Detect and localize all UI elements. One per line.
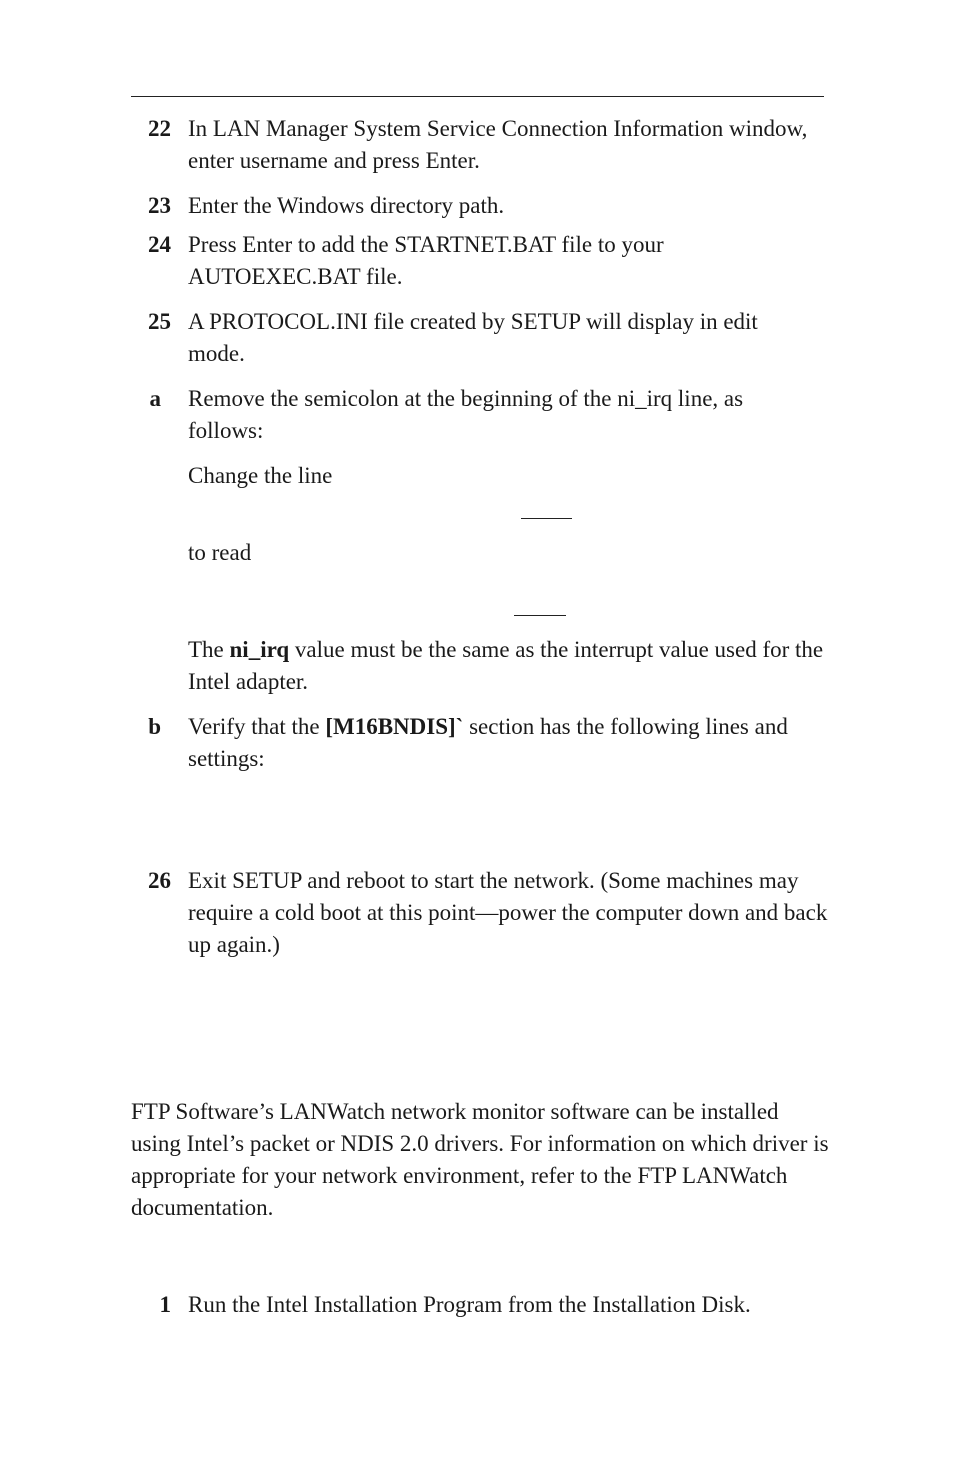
header-rule xyxy=(131,96,824,97)
step-text-post: section has the following lines and settings: xyxy=(188,714,788,771)
step-number: 26 xyxy=(148,868,171,893)
to-read-text: to read xyxy=(188,540,252,565)
step-text: In LAN Manager System Service Connection Information window, enter username and press Enter. xyxy=(188,116,808,173)
blank-underline xyxy=(514,615,566,616)
step-letter: b xyxy=(148,714,161,739)
step-text: A PROTOCOL.INI file created by SETUP will display in edit mode. xyxy=(188,309,758,366)
step-letter: a xyxy=(149,386,161,411)
step-text: Run the Intel Installation Program from the Installation Disk. xyxy=(188,1292,751,1317)
step-number: 24 xyxy=(148,232,171,257)
irq-note-pre: The xyxy=(188,637,230,662)
change-line-text: Change the line xyxy=(188,463,333,488)
section-name: [M16BNDIS]` xyxy=(325,714,464,739)
step-number: 23 xyxy=(148,193,171,218)
step-text: Press Enter to add the STARTNET.BAT file to your AUTOEXEC.BAT file. xyxy=(188,232,664,289)
lanwatch-intro: FTP Software’s LANWatch network monitor software can be installed using Intel’s packet or NDIS 2.0 drivers. For information on which driver is appropriate for your network environment, refer to the FTP LANWatch documentation. xyxy=(131,1099,829,1220)
step-text: Enter the Windows directory path. xyxy=(188,193,505,218)
step-number: 22 xyxy=(148,116,171,141)
irq-note-post: value must be the same as the interrupt value used for the Intel adapter. xyxy=(188,637,824,694)
irq-note-term: ni_irq xyxy=(229,637,290,662)
step-number: 25 xyxy=(148,309,171,334)
step-text: Remove the semicolon at the beginning of the ni_irq line, as follows: xyxy=(188,386,744,443)
step-text: Exit SETUP and reboot to start the network. (Some machines may require a cold boot at this point—power the computer down and back up again.) xyxy=(188,868,828,957)
step-text xyxy=(188,711,828,775)
irq-note xyxy=(188,634,828,698)
step-text-pre: Verify that the xyxy=(188,714,326,739)
step-number: 1 xyxy=(159,1292,171,1317)
blank-underline xyxy=(521,518,572,519)
